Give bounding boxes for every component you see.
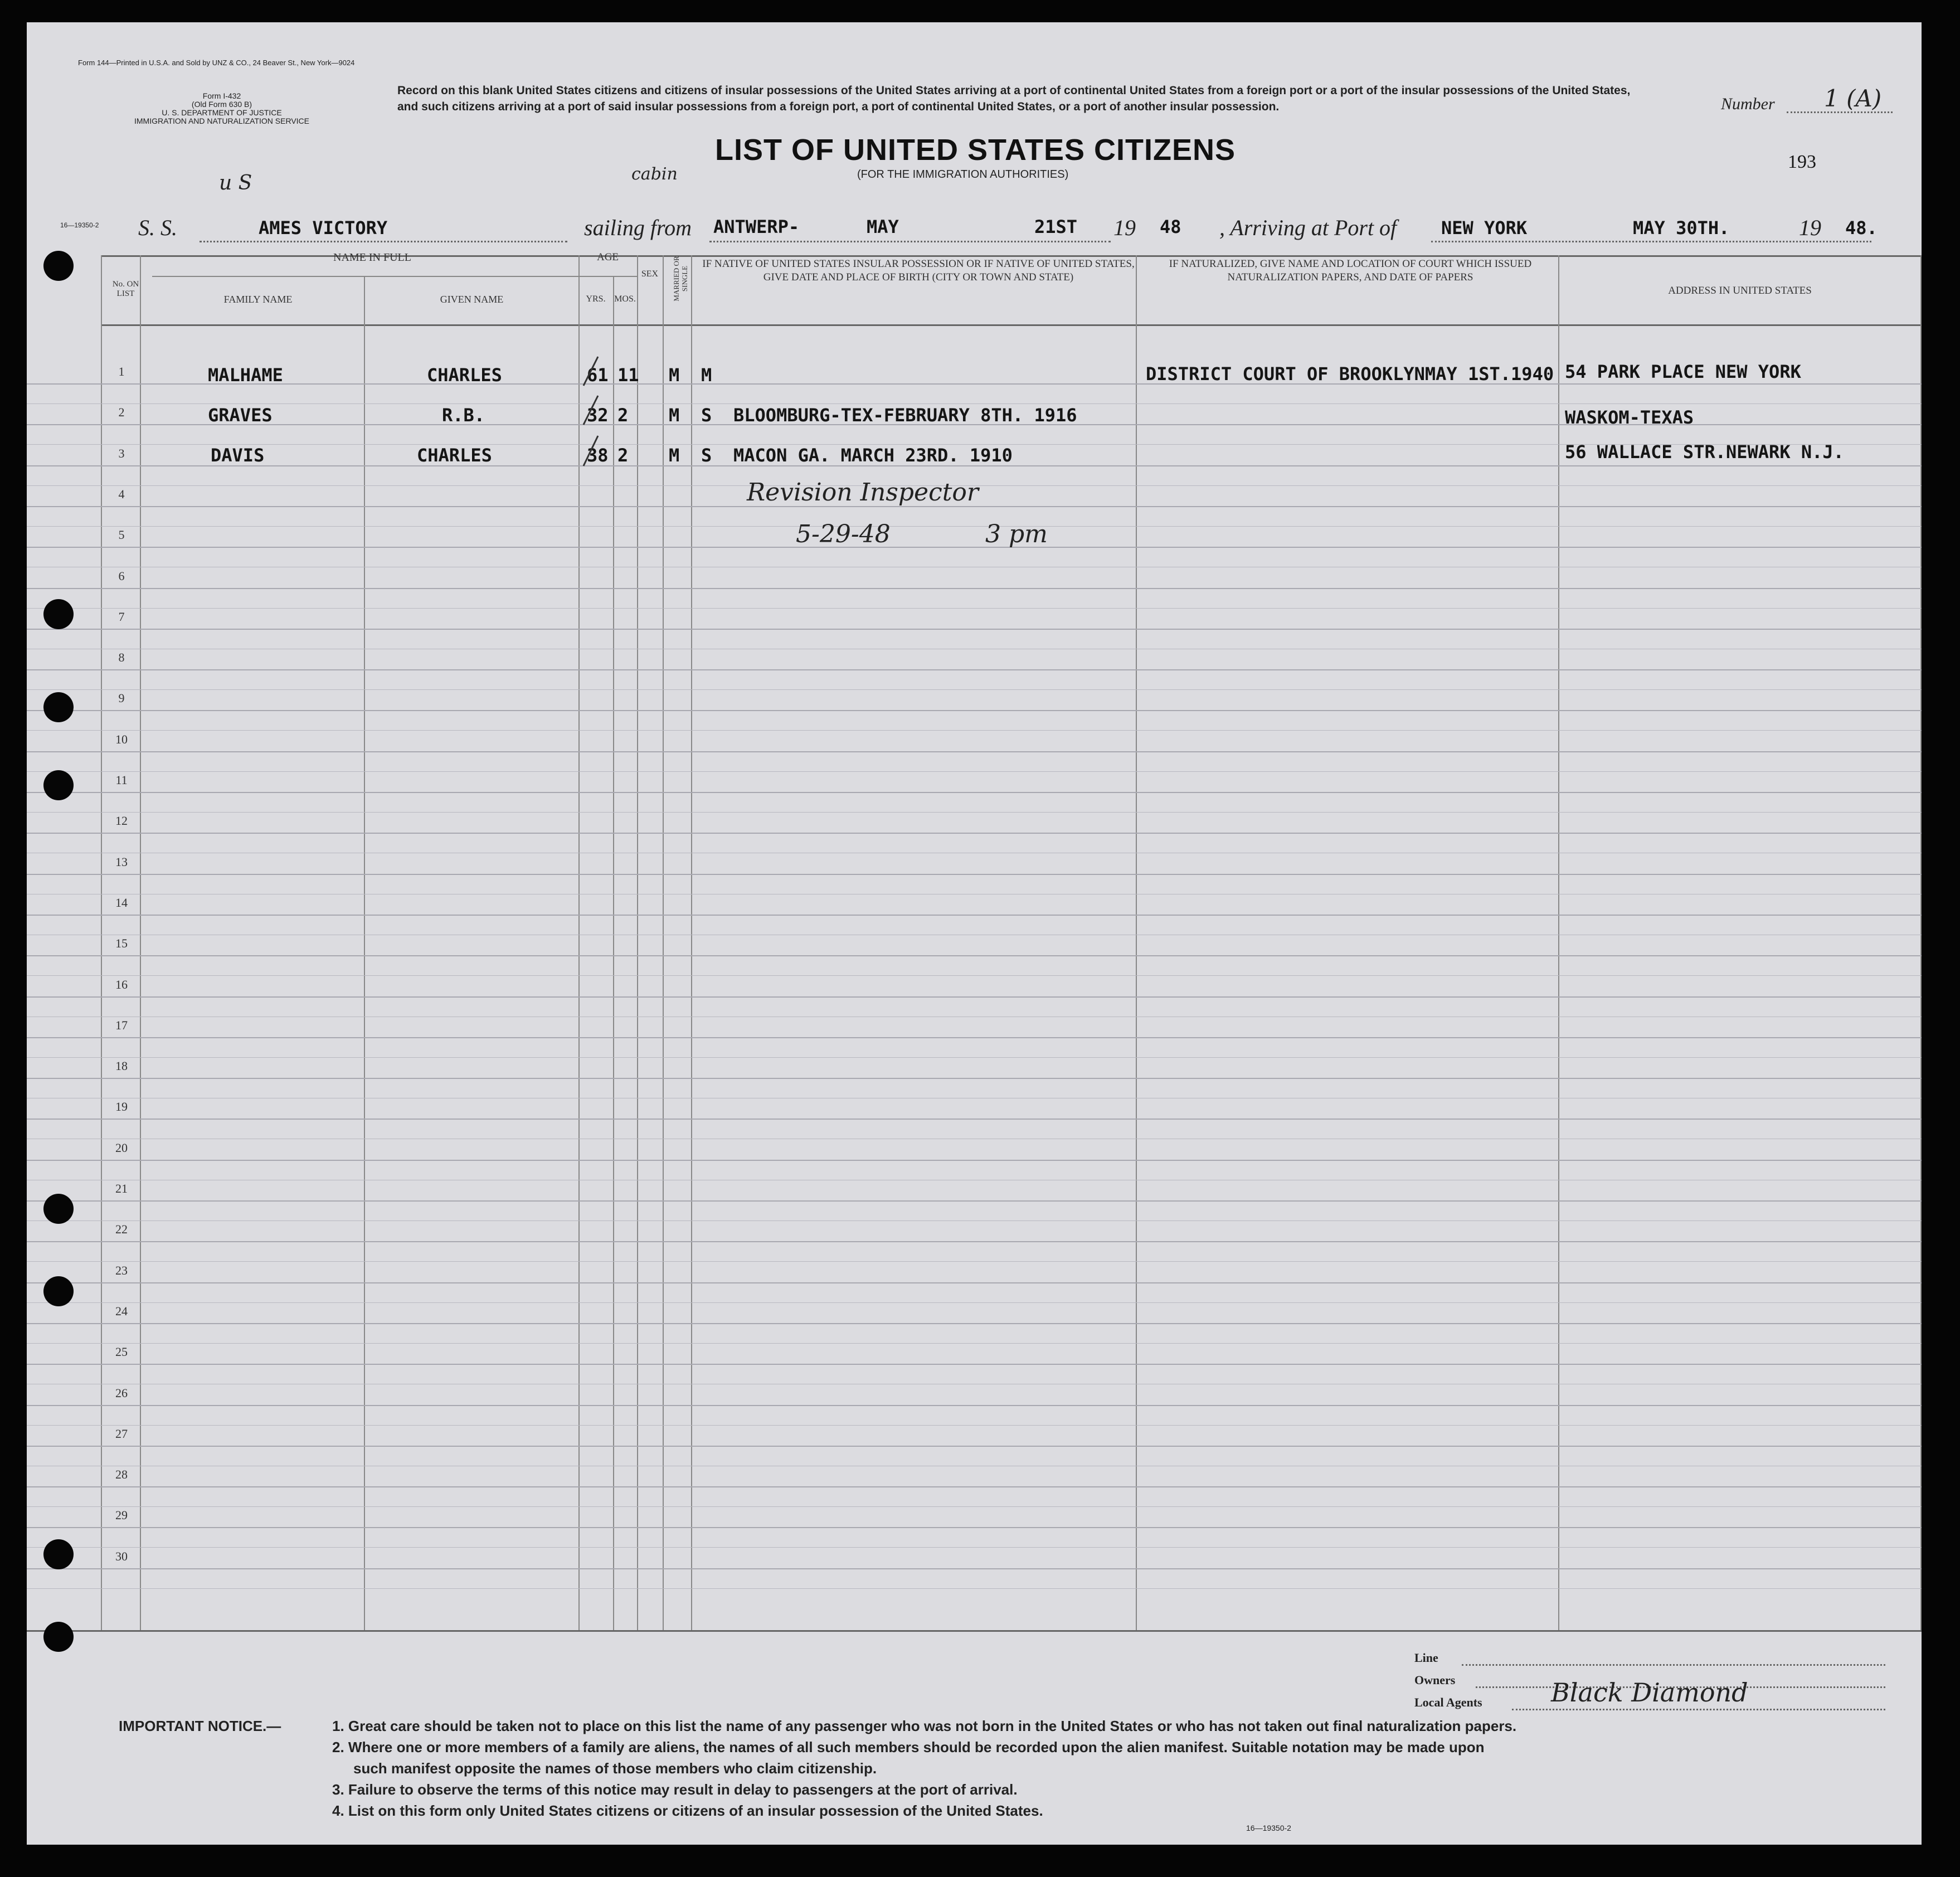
notice-items [332,1715,1893,1821]
departure-year-prefix: 19 [1113,215,1136,240]
hdr-age: AGE [596,251,619,263]
row-number: 26 [115,1385,128,1400]
row-rule [27,975,1922,976]
handwritten-cabin: cabin [631,164,678,184]
notice-item-1: 1. Great care should be taken not to place on this list the name of any passenger who was not born in the United States or who has not taken out final naturalization papers. [332,1718,1517,1734]
col-rule [1920,255,1922,1632]
col-rule [637,255,638,1632]
row-number: 12 [115,814,128,828]
hdr-no: No. ON LIST [112,280,139,298]
row-rule [27,996,1922,998]
row-number: 16 [115,977,128,991]
service: IMMIGRATION AND NATURALIZATION SERVICE [134,116,309,125]
col-rule [691,255,692,1632]
old-form: (Old Form 630 B) [191,100,252,109]
hdr-given-name: GIVEN NAME [440,294,504,305]
row-rule [27,383,1922,385]
row-number: 1 [118,364,125,378]
arriving-label: , Arriving at Port of [1219,215,1397,240]
row-number: 18 [115,1059,128,1073]
col-rule [364,276,365,1632]
row-rule [27,669,1922,670]
row2-birthplace: BLOOMBURG-TEX-FEBRUARY 8TH. 1916 [733,405,1077,426]
row-rule [27,771,1922,772]
sailing-from-label: sailing from [584,215,692,240]
row-rule [27,751,1922,752]
row-rule [27,1588,1922,1589]
arrival-year-suffix: 48. [1845,217,1878,239]
col-rule [663,255,664,1632]
row-rule [27,1568,1922,1569]
col-rule [1558,255,1559,1632]
row-rule [27,1302,1922,1303]
col-rule [101,255,102,1632]
hdr-address: ADDRESS IN UNITED STATES [1668,285,1812,296]
row3-address: 56 WALLACE STR.NEWARK N.J. [1565,441,1844,463]
row3-given: CHARLES [417,445,492,466]
row1-given: CHARLES [427,364,502,386]
punch-hole [43,599,74,629]
row-rule [27,833,1922,834]
col-rule [578,255,580,1632]
hdr-married: MARRIED OR SINGLE [672,256,689,302]
notice-item-2-cont: such manifest opposite the names of those members who claim citizenship. [353,1760,877,1777]
row-rule [27,1486,1922,1487]
row2-yrs: 32 [587,405,609,426]
departure-month: MAY [867,216,899,237]
row-number: 14 [115,895,128,910]
row-number: 28 [115,1467,128,1482]
row3-yrs: 38 [587,445,609,466]
row2-address: WASKOM-TEXAS [1565,407,1694,428]
table-header-rule [101,324,1922,326]
row-rule [27,812,1922,813]
form-print-line: Form 144—Printed in U.S.A. and Sold by UNZ & CO., 24 Beaver St., New York—9024 [78,59,355,67]
row-number: 23 [115,1263,128,1277]
ship-name: AMES VICTORY [259,217,388,239]
footer-agents-field [1512,1709,1885,1710]
row-rule [27,915,1922,916]
row-rule [27,1078,1922,1079]
row-rule [27,792,1922,793]
age-check-marks [581,351,620,485]
row-rule [27,1037,1922,1038]
row-number: 5 [118,528,125,542]
ss-label: S. S. [138,215,177,240]
hdr-birthplace: IF NATIVE OF UNITED STATES INSULAR POSSESSION OR IF NATIVE OF UNITED STATES, GIVE DATE AND PLACE OF BIRTH (CITY OR TOWN AND STATE) [702,258,1135,283]
row-rule [27,1282,1922,1283]
arrival-port: NEW YORK [1441,217,1528,239]
arrival-date: MAY 30TH. [1633,217,1730,239]
row1-mos: 11 [617,364,639,386]
row-number: 21 [115,1181,128,1195]
row-number: 29 [115,1508,128,1523]
row1-address: 54 PARK PLACE NEW YORK [1565,361,1801,382]
punch-hole [43,251,74,281]
row2-sex: M [669,405,680,426]
notice-title: IMPORTANT NOTICE.— [119,1718,281,1734]
row-number: 10 [115,732,128,746]
department: U. S. DEPARTMENT OF JUSTICE [162,108,282,117]
punch-hole [43,692,74,722]
row-number: 22 [115,1222,128,1237]
departure-day: 21ST [1034,216,1078,237]
row3-marital: S [701,445,712,466]
row-number: 7 [118,609,125,624]
footer-line-field [1462,1664,1885,1666]
form-no: Form I-432 [202,91,241,100]
row-number: 24 [115,1304,128,1318]
form-number [127,92,317,125]
row2-marital: S [701,405,712,426]
handwritten-date: 5-29-48 [796,520,891,548]
row-number: 17 [115,1018,128,1032]
row1-sex: M [669,364,680,386]
arrival-year-prefix: 19 [1799,215,1821,240]
row-number: 25 [115,1345,128,1359]
manifest-page [27,22,1922,1845]
row-number: 20 [115,1140,128,1155]
number-label: Number [1721,95,1775,113]
row-rule [27,629,1922,630]
hdr-family-name: FAMILY NAME [223,294,293,305]
departure-line [709,241,1111,242]
hdr-yrs: YRS. [586,294,606,304]
side-code: 16—19350-2 [60,221,99,229]
row3-sex: M [669,445,680,466]
hdr-naturalization: IF NATURALIZED, GIVE NAME AND LOCATION OF COURT WHICH ISSUED NATURALIZATION PAPERS, AND DATE OF PAPERS [1169,258,1532,283]
row3-family: DAVIS [211,445,265,466]
row-rule [27,1119,1922,1120]
local-agents-signature: Black Diamond [1551,1677,1748,1708]
row-number: 19 [115,1100,128,1114]
row-rule [27,1323,1922,1324]
punch-hole [43,770,74,800]
footer-owners-label: Owners [1414,1673,1456,1687]
footer-line-label: Line [1414,1651,1438,1665]
hdr-mos: MOS. [614,294,636,304]
row-rule [27,1425,1922,1426]
row-number: 9 [118,691,125,706]
row-rule [27,730,1922,731]
hdr-sex: SEX [641,269,659,279]
row-rule [27,403,1922,404]
col-rule [140,255,141,1632]
row-rule [27,1446,1922,1447]
page-stamp: 193 [1788,152,1816,172]
name-group-rule [152,276,637,277]
row3-mos: 2 [617,445,629,466]
row-rule [27,1241,1922,1242]
row-rule [27,689,1922,690]
notice-item-3: 3. Failure to observe the terms of this notice may result in delay to passengers at the port of arrival. [332,1781,1018,1798]
row-number: 8 [118,650,125,665]
row1-family: MALHAME [208,364,283,386]
row-rule [27,1343,1922,1344]
row1-marital: M [701,364,712,386]
bottom-form-code: 16—19350-2 [1246,1823,1291,1832]
row-number: 11 [115,773,128,787]
departure-port: ANTWERP- [713,216,800,237]
row-rule [27,955,1922,956]
row-rule [27,1057,1922,1058]
instructions-text: Record on this blank United States citizens and citizens of insular possessions of the United States arriving at a port of continental United States from a foreign port or a port of the insular possessions of the United States, and such citizens arriving at a port of said insular possessions from a foreign port, a port of continental United States, or a port of another insular possession. [397,84,1631,113]
row-rule [27,608,1922,609]
row-rule [27,547,1922,548]
row-rule [27,1261,1922,1262]
punch-hole [43,1539,74,1569]
row-number: 30 [115,1549,128,1563]
punch-hole [43,1276,74,1306]
row-rule [27,1405,1922,1406]
row1-naturalization: DISTRICT COURT OF BROOKLYNMAY 1ST.1940 [1146,363,1554,385]
row2-family: GRAVES [208,405,273,426]
punch-hole [43,1622,74,1652]
row-number: 6 [118,568,125,583]
hdr-name-in-full: NAME IN FULL [333,251,411,264]
row-rule [27,1527,1922,1528]
arrival-line [1431,241,1871,242]
row-rule [27,526,1922,527]
row-rule [27,1200,1922,1202]
handwritten-time: 3 pm [985,520,1048,548]
row-rule [27,1160,1922,1161]
row1-yrs: 61 [587,364,609,386]
notice-item-4: 4. List on this form only United States citizens or citizens of an insular possession of the United States. [332,1802,1043,1819]
footer-agents-label: Local Agents [1414,1695,1482,1709]
row2-given: R.B. [442,405,485,426]
row2-mos: 2 [617,405,629,426]
age-group-rule [578,276,637,277]
handwritten-inspector: Revision Inspector [747,478,979,507]
number-value: 1 (A) [1824,85,1882,112]
row-number: 13 [115,854,128,869]
row-number: 4 [118,487,125,501]
row-rule [27,710,1922,711]
form-title: LIST OF UNITED STATES CITIZENS [715,133,1236,167]
row-number: 2 [118,405,125,420]
row-number: 15 [115,936,128,951]
form-subtitle: (FOR THE IMMIGRATION AUTHORITIES) [857,168,1069,181]
row-rule [27,1364,1922,1365]
row-rule [27,1220,1922,1221]
table-bottom-rule [27,1630,1922,1632]
departure-year-suffix: 48 [1160,216,1181,237]
ship-line [200,241,567,242]
row-rule [27,588,1922,589]
row-number: 3 [118,446,125,460]
row-rule [27,1547,1922,1548]
row-rule [27,874,1922,875]
row-rule [27,1506,1922,1507]
col-rule [1136,255,1137,1632]
row-number: 27 [115,1426,128,1441]
notice-item-2: 2. Where one or more members of a family are aliens, the names of all such members should be recorded upon the alien manifest. Suitable notation may be made upon [332,1739,1485,1756]
punch-hole [43,1194,74,1224]
row3-birthplace: MACON GA. MARCH 23RD. 1910 [733,445,1013,466]
handwritten-us: u S [219,172,252,194]
